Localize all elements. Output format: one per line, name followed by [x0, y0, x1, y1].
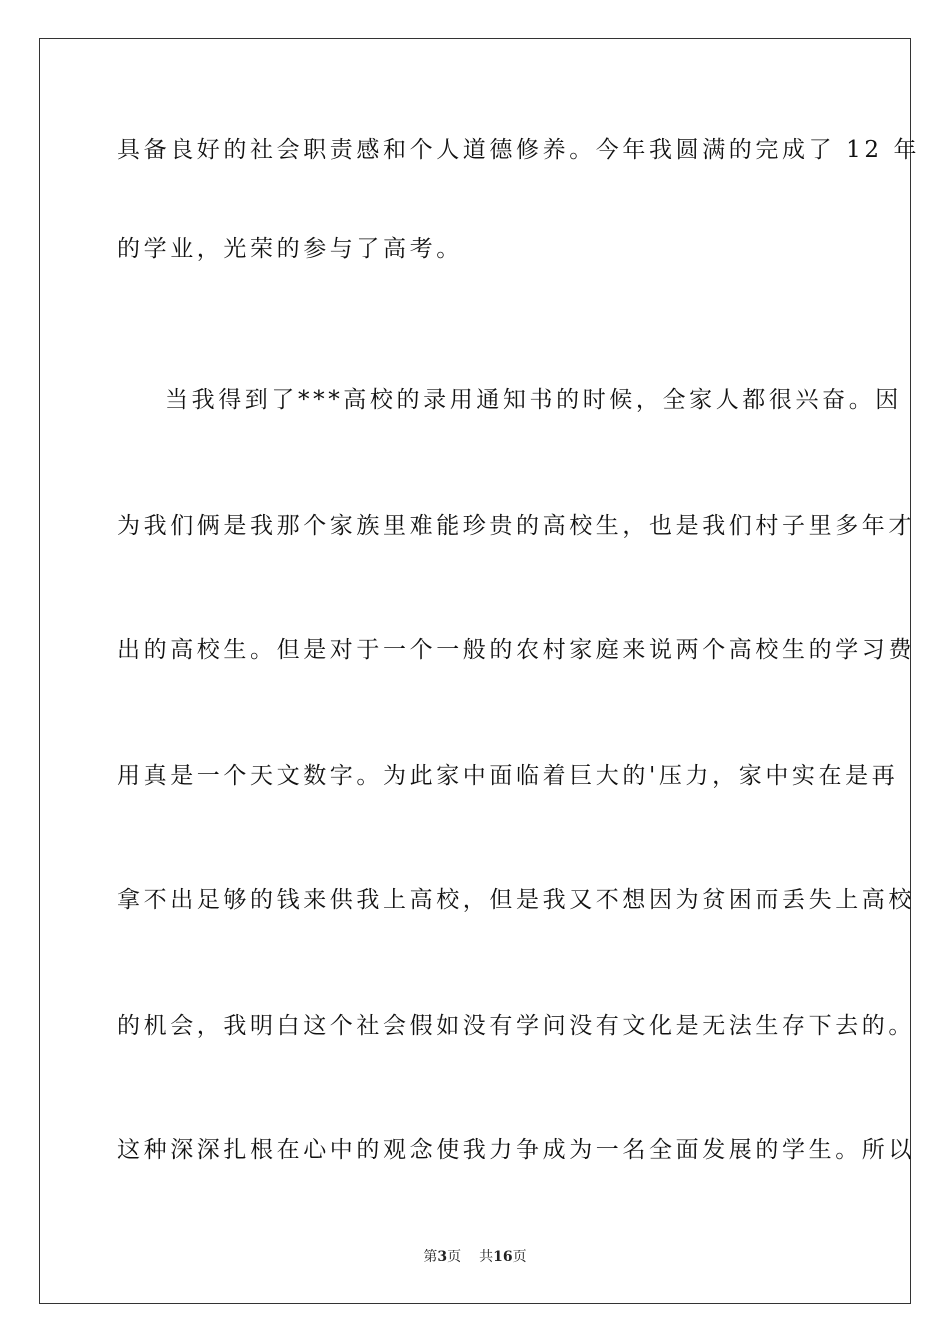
text-line-3: 当我得到了***高校的录用通知书的时候，全家人都很兴奋。因	[165, 387, 902, 413]
text-line-8: 的机会，我明白这个社会假如没有学问没有文化是无法生存下去的。	[117, 1013, 915, 1039]
page-suffix: 页	[447, 1249, 462, 1265]
text-line-6: 用真是一个天文数字。为此家中面临着巨大的'压力，家中实在是再	[117, 763, 899, 789]
page-footer	[0, 1246, 950, 1268]
total-prefix: 共	[479, 1249, 494, 1265]
total-suffix: 页	[512, 1249, 527, 1265]
text-line-1: 具备良好的社会职责感和个人道德修养。今年我圆满的完成了 12 年	[117, 137, 921, 163]
text-line-5: 出的高校生。但是对于一个一般的农村家庭来说两个高校生的学习费	[117, 637, 915, 663]
total-pages: 16	[493, 1249, 513, 1265]
text-line-9: 这种深深扎根在心中的观念使我力争成为一名全面发展的学生。所以	[117, 1137, 915, 1163]
page-border	[39, 38, 921, 1304]
page-number: 3	[437, 1249, 448, 1265]
text-line-4: 为我们俩是我那个家族里难能珍贵的高校生，也是我们村子里多年才	[117, 513, 915, 539]
text-line-7: 拿不出足够的钱来供我上高校，但是我又不想因为贫困而丢失上高校	[117, 887, 915, 913]
page-prefix: 第	[423, 1249, 438, 1265]
text-line-2: 的学业，光荣的参与了高考。	[117, 236, 463, 262]
